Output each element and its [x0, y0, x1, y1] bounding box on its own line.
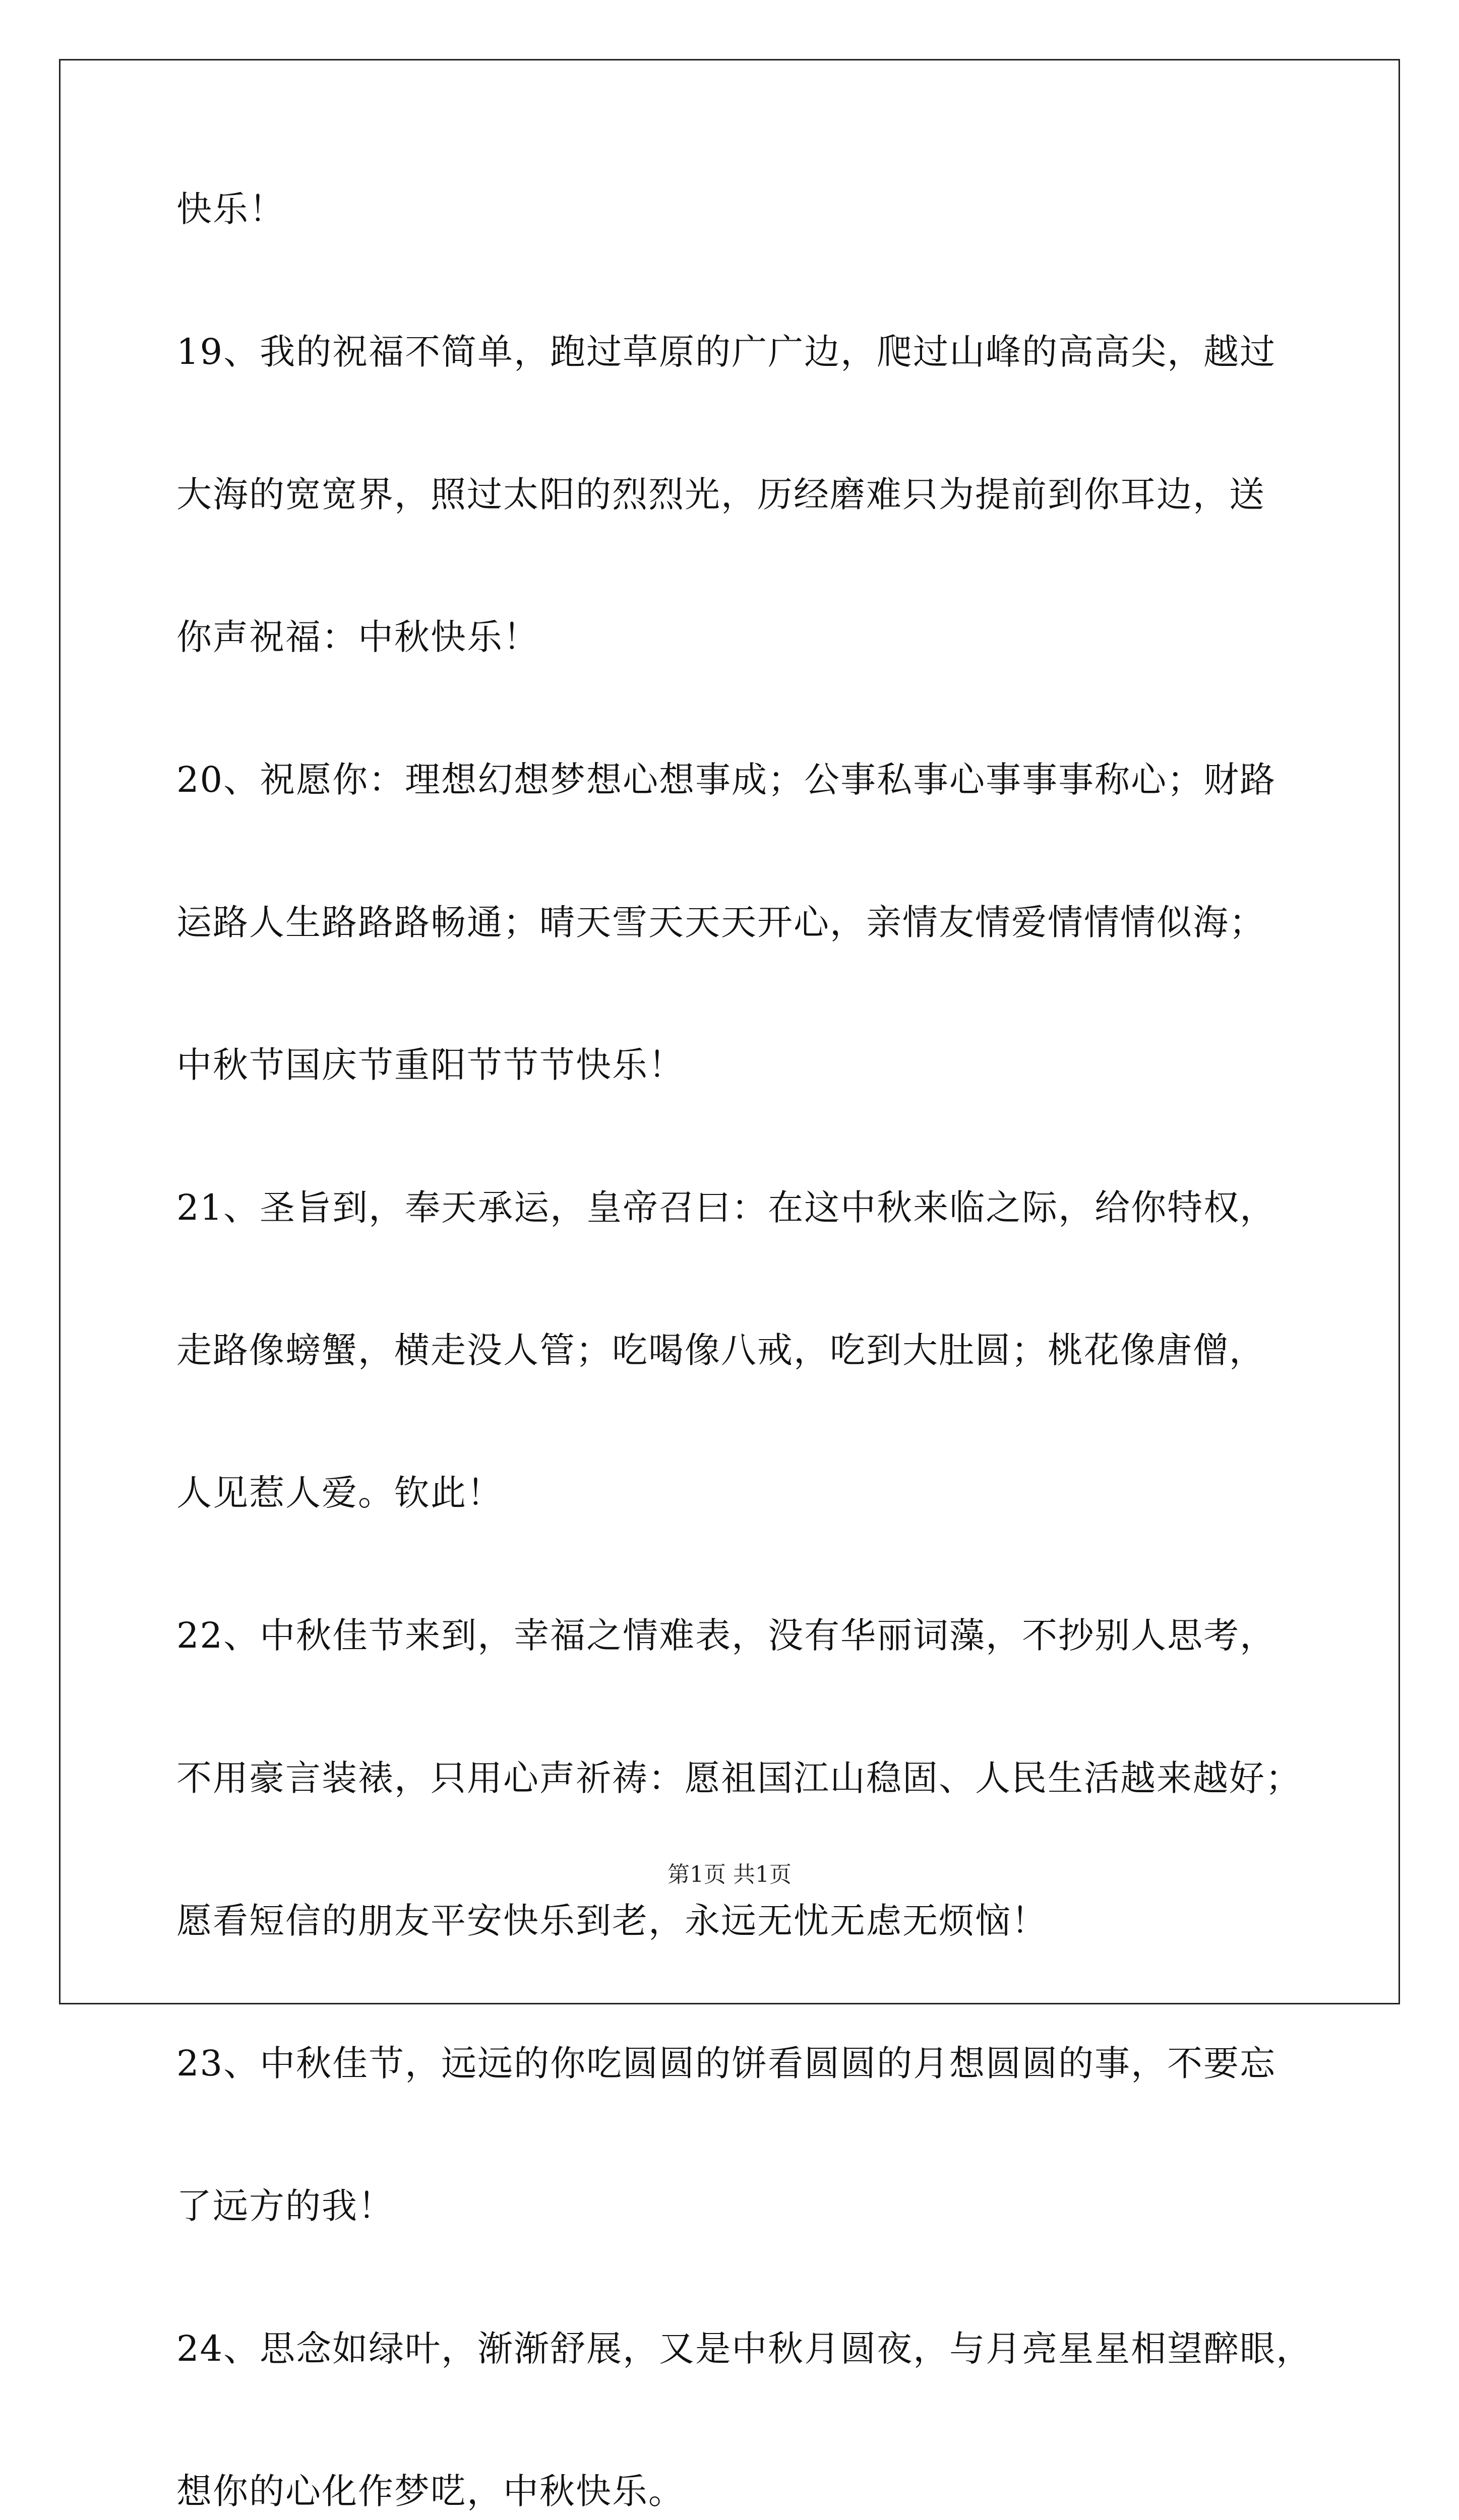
text-line: 24、思念如绿叶，渐渐舒展，又是中秋月圆夜，与月亮星星相望醉眼， — [176, 2328, 1313, 2369]
text-line: 不用豪言装裱，只用心声祈祷：愿祖国江山稳固、人民生活越来越好； — [176, 1757, 1302, 1799]
text-line: 了远方的我！ — [176, 2185, 394, 2227]
text-line: 你声祝福：中秋快乐！ — [176, 616, 539, 658]
text-line: 想你的心化作梦呓，中秋快乐。 — [176, 2471, 685, 2512]
text-line: 人见惹人爱。钦此！ — [176, 1472, 503, 1514]
text-line: 运路人生路路路畅通；晴天雪天天天开心，亲情友情爱情情情似海； — [176, 902, 1265, 943]
page-number-footer: 第1页 共1页 — [667, 1862, 792, 1887]
document-body — [176, 186, 1313, 2520]
text-line: 快乐！ — [176, 188, 285, 230]
text-line: 22、中秋佳节来到，幸福之情难表，没有华丽词藻，不抄别人思考， — [176, 1615, 1276, 1656]
text-line: 愿看短信的朋友平安快乐到老，永远无忧无虑无烦恼！ — [176, 1900, 1048, 1941]
text-line: 23、中秋佳节，远远的你吃圆圆的饼看圆圆的月想圆圆的事，不要忘 — [176, 2043, 1276, 2084]
text-line: 大海的宽宽界，照过太阳的烈烈光，历经磨难只为提前到你耳边，送 — [176, 474, 1265, 515]
text-line: 21、圣旨到，奉天承运，皇帝召曰：在这中秋来临之际，给你特权， — [176, 1187, 1276, 1228]
text-line: 走路像螃蟹，横走没人管；吃喝像八戒，吃到大肚圆；桃花像唐僧， — [176, 1330, 1265, 1371]
text-line: 中秋节国庆节重阳节节节快乐！ — [176, 1044, 685, 1086]
text-line: 19、我的祝福不简单，跑过草原的广广边，爬过山峰的高高尖，越过 — [176, 331, 1276, 372]
text-line: 20、祝愿你：理想幻想梦想心想事成；公事私事心事事事称心；财路 — [176, 759, 1276, 800]
